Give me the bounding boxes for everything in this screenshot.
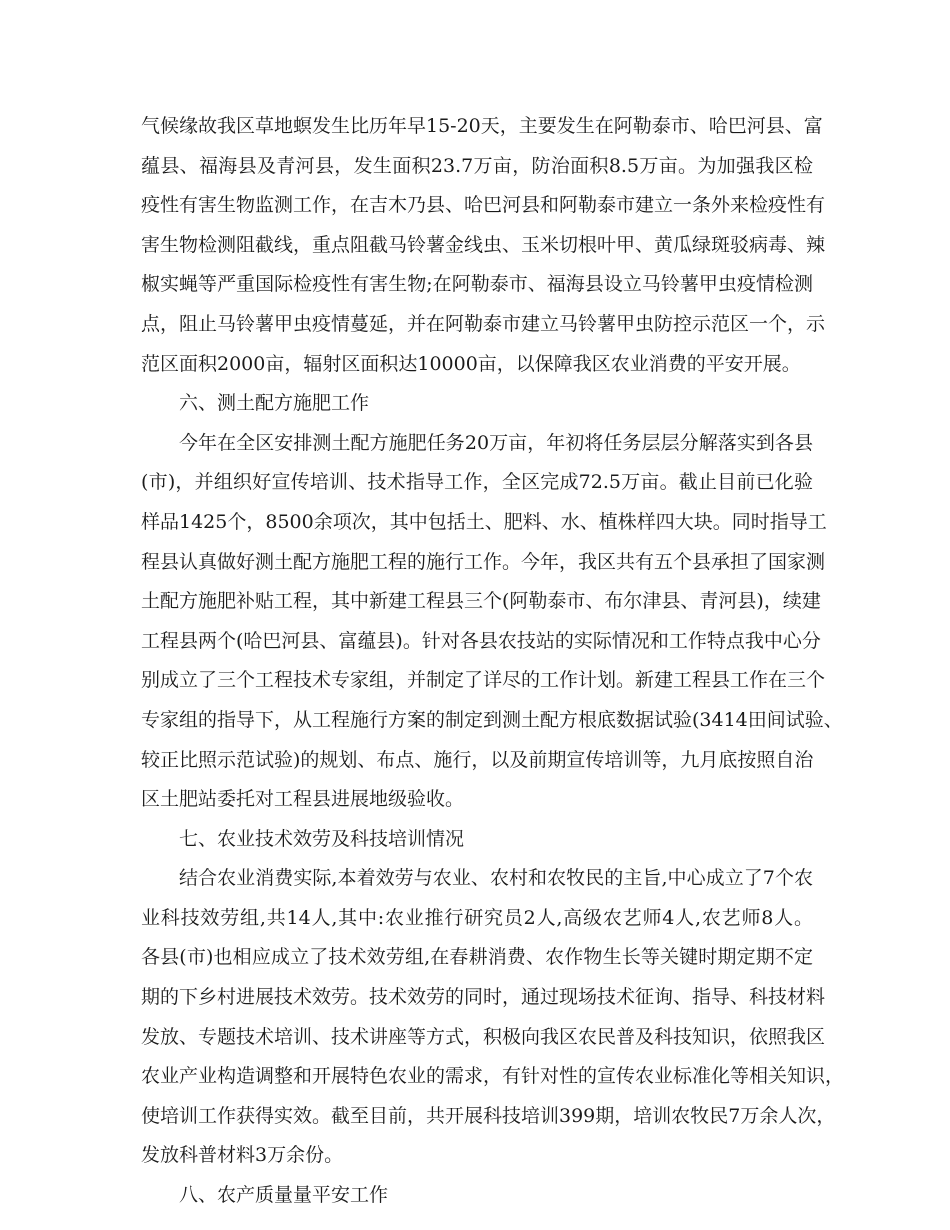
document-body — [141, 107, 845, 1216]
text-line: (市)，并组织好宣传培训、技术指导工作，全区完成72.5万亩。截止目前已化验 — [141, 471, 813, 494]
text-line: 使培训工作获得实效。截至目前，共开展科技培训399期，培训农牧民7万余人次， — [141, 1104, 836, 1127]
text-line: 业科技效劳组,共14人,其中:农业推行研究员2人,高级农艺师4人,农艺师8人。 — [141, 906, 813, 929]
text-line: 发放、专题技术培训、技术讲座等方式，积极向我区农民普及科技知识，依照我区 — [141, 1025, 826, 1048]
text-line: 椒实蝇等严重国际检疫性有害生物;在阿勒泰市、福海县设立马铃薯甲虫疫情检测 — [141, 273, 813, 296]
paragraph-tech-service — [141, 859, 845, 1176]
section-heading-7: 七、农业技术效劳及科技培训情况 — [179, 827, 465, 850]
text-line: 别成立了三个工程技术专家组，并制定了详尽的工作计划。新建工程县工作在三个 — [141, 669, 826, 692]
section-heading-8: 八、农产质量量平安工作 — [179, 1184, 389, 1207]
text-line: 害生物检测阻截线，重点阻截马铃薯金线虫、玉米切根叶甲、黄瓜绿斑驳病毒、辣 — [141, 233, 826, 256]
text-line: 各县(市)也相应成立了技术效劳组,在春耕消费、农作物生长等关键时期定期不定 — [141, 946, 813, 969]
text-line: 疫性有害生物监测工作，在吉木乃县、哈巴河县和阿勒泰市建立一条外来检疫性有 — [141, 194, 826, 217]
section-heading-6: 六、测土配方施肥工作 — [179, 392, 370, 415]
text-line: 工程县两个(哈巴河县、富蕴县)。针对各县农技站的实际情况和工作特点我中心分 — [141, 629, 821, 652]
text-line: 气候缘故我区草地螟发生比历年早15-20天，主要发生在阿勒泰市、哈巴河县、富 — [141, 115, 823, 137]
text-line: 结合农业消费实际,本着效劳与农业、农村和农牧民的主旨,中心成立了7个农 — [179, 867, 813, 890]
text-line: 发放科普材料3万余份。 — [141, 1144, 344, 1167]
text-line: 农业产业构造调整和开展特色农业的需求，有针对性的宣传农业标准化等相关知识， — [141, 1065, 845, 1088]
text-line: 期的下乡村进展技术效劳。技术效劳的同时，通过现场技术征询、指导、科技材料 — [141, 986, 826, 1009]
paragraph-soil-testing — [141, 424, 843, 820]
text-line: 土配方施肥补贴工程，其中新建工程县三个(阿勒泰市、布尔津县、青河县)，续建 — [141, 590, 821, 613]
text-line: 程县认真做好测土配方施肥工程的施行工作。今年，我区共有五个县承担了国家测 — [141, 550, 826, 573]
text-line: 范区面积2000亩，辐射区面积达10000亩，以保障我区农业消费的平安开展。 — [141, 352, 801, 375]
text-line: 较正比照示范试验)的规划、布点、施行，以及前期宣传培训等，九月底按照自治 — [141, 748, 814, 771]
paragraph-plant-protection — [141, 107, 826, 384]
text-line: 蕴县、福海县及青河县，发生面积23.7万亩，防治面积8.5万亩。为加强我区检 — [141, 154, 813, 177]
text-line: 样品1425个，8500余项次，其中包括土、肥料、水、植株样四大块。同时指导工 — [141, 510, 827, 533]
text-line: 区土肥站委托对工程县进展地级验收。 — [141, 788, 465, 811]
text-line: 今年在全区安排测土配方施肥任务20万亩，年初将任务层层分解落实到各县 — [179, 431, 813, 454]
text-line: 专家组的指导下，从工程施行方案的制定到测土配方根底数据试验(3414田间试验、 — [141, 708, 843, 731]
text-line: 点，阻止马铃薯甲虫疫情蔓延，并在阿勒泰市建立马铃薯甲虫防控示范区一个，示 — [141, 312, 826, 335]
